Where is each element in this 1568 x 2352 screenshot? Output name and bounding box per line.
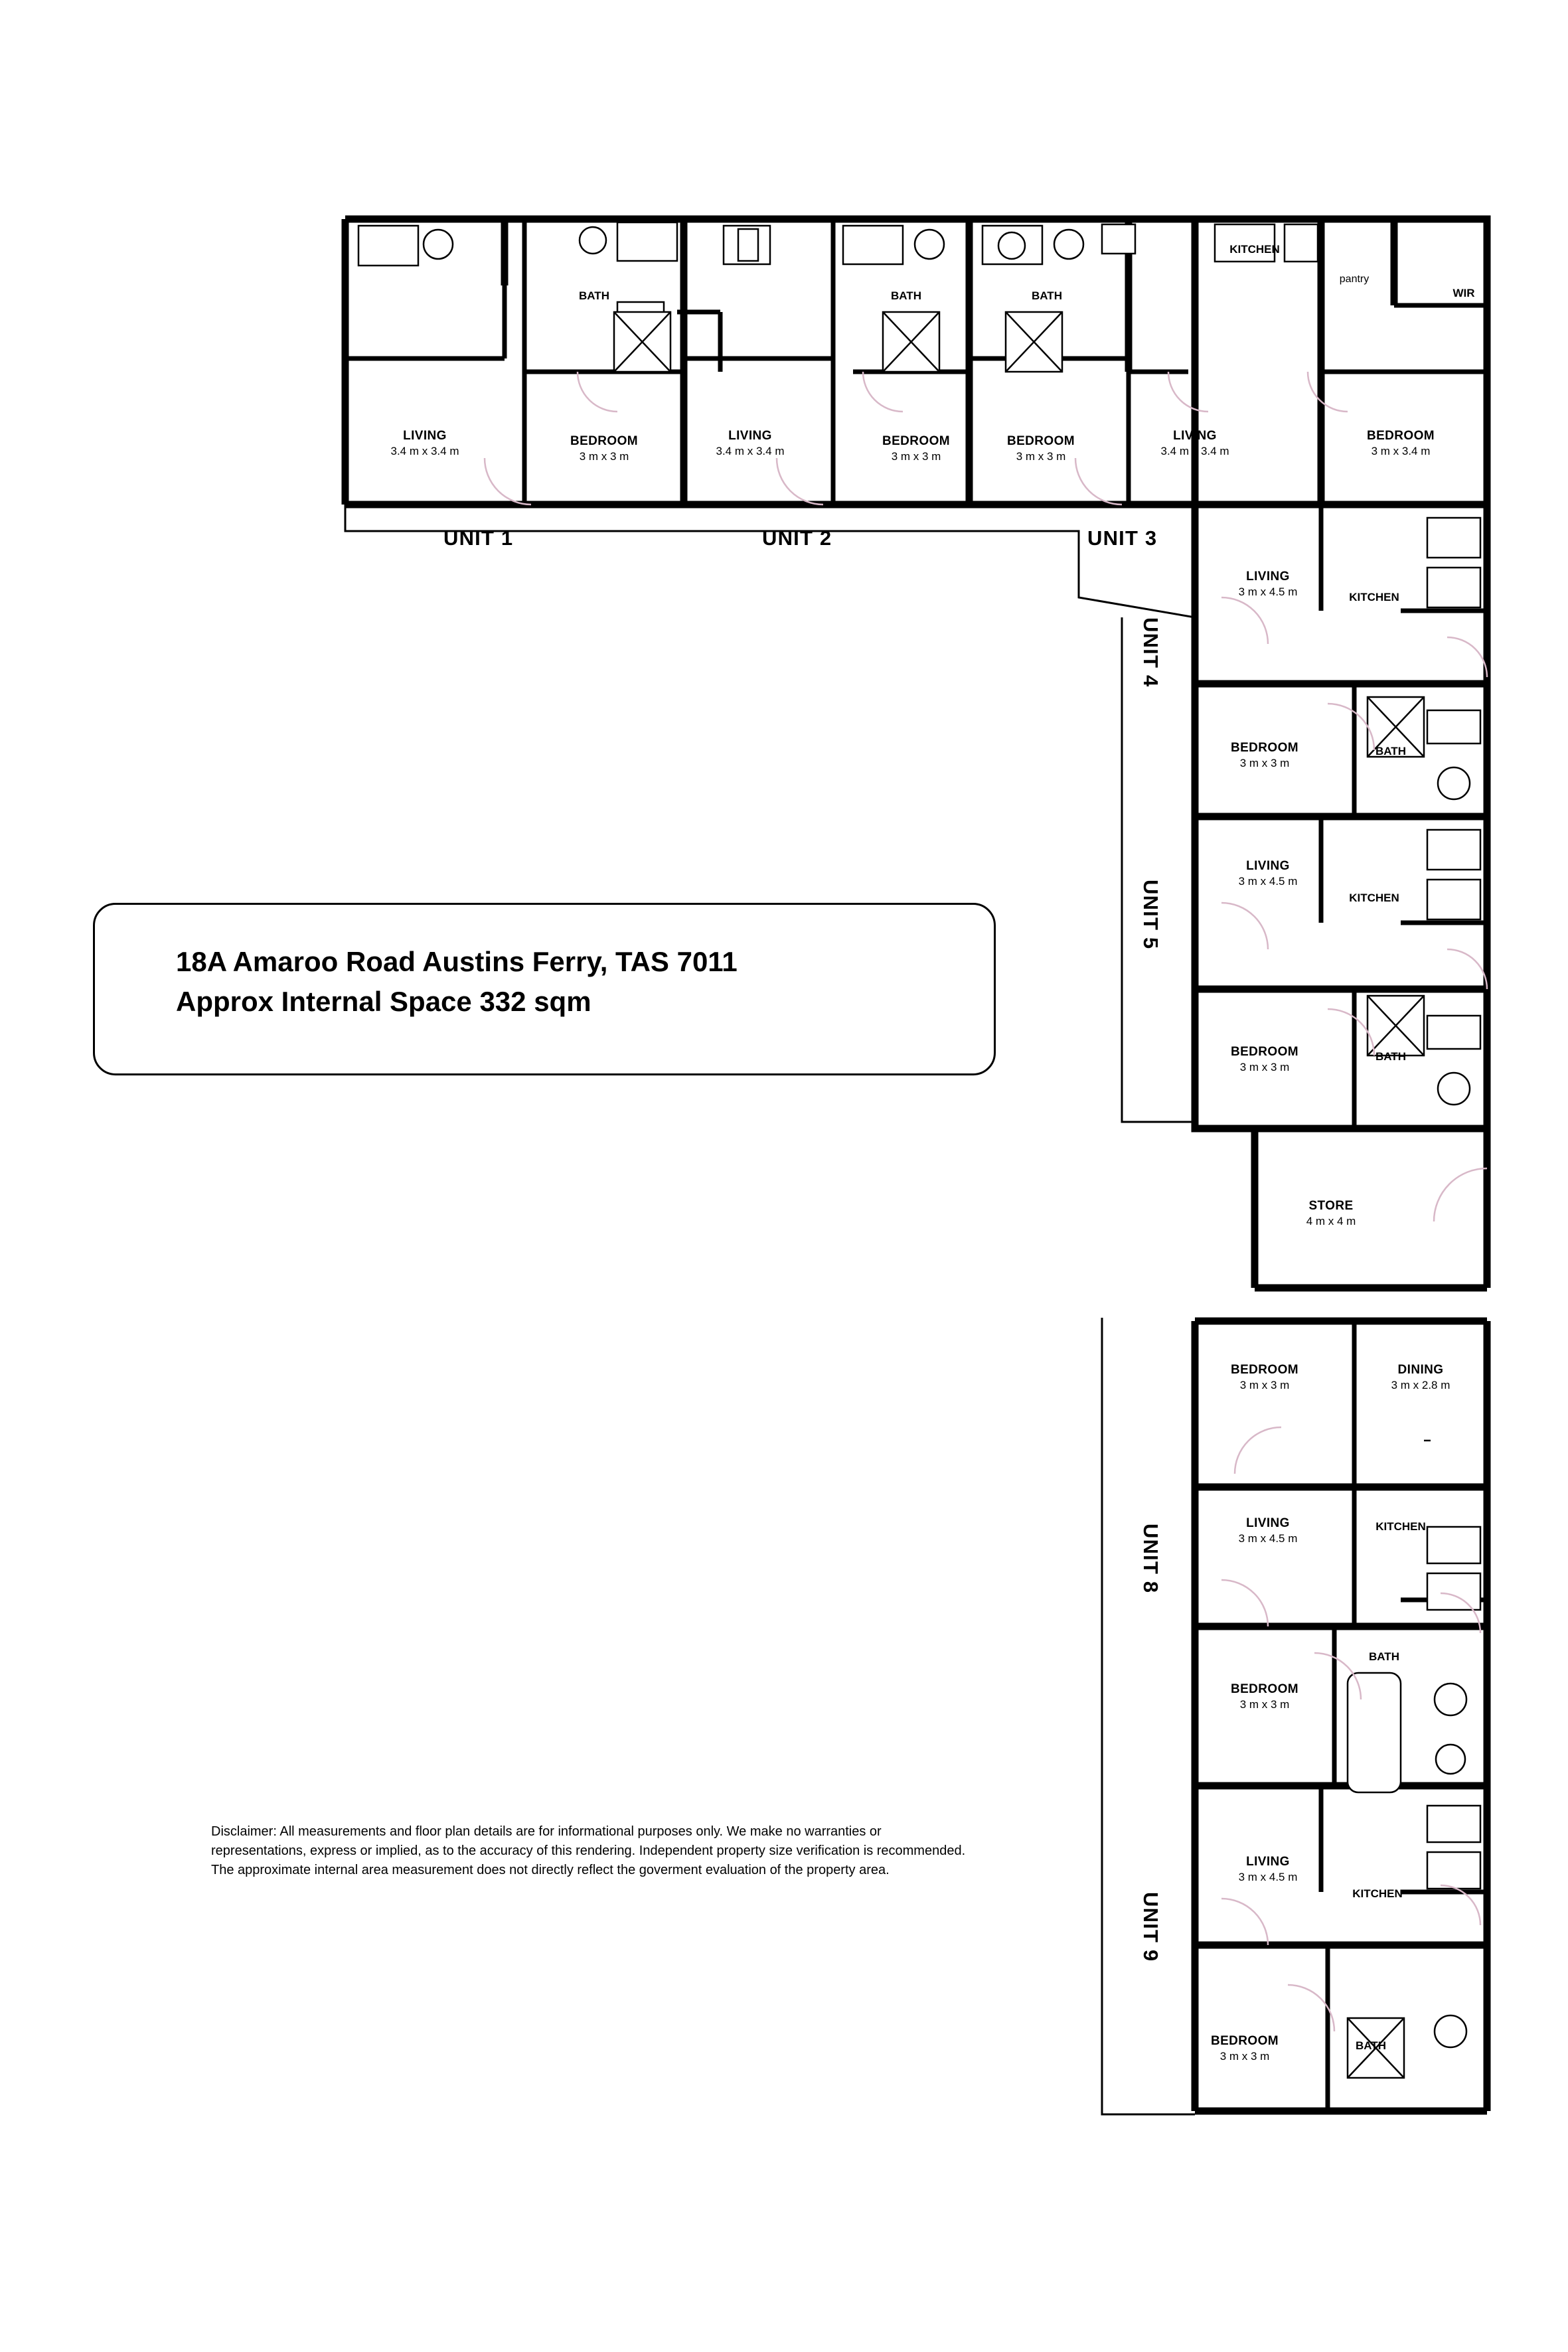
room-label-bath-u9: BATH [1356,2039,1386,2052]
room-label-kitchen-u8: KITCHEN [1375,1520,1426,1533]
room-label-living-u3: LIVING 3.4 m x 3.4 m [1160,429,1229,457]
unit-label-4: UNIT 4 [1139,617,1162,688]
room-label-bedroom-u8-front: BEDROOM 3 m x 3 m [1230,1363,1299,1391]
unit-label-2: UNIT 2 [762,526,832,550]
room-label-living-u8: LIVING 3 m x 4.5 m [1238,1516,1298,1545]
room-label-bedroom-u1: BEDROOM 3 m x 3 m [570,434,639,463]
room-label-kitchen-u5: KITCHEN [1349,892,1399,904]
room-label-bath-u5: BATH [1375,1050,1406,1063]
room-label-dining-u8: DINING 3 m x 2.8 m [1391,1363,1450,1391]
unit-label-3: UNIT 3 [1087,526,1158,550]
room-label-bath-u3: BATH [1032,289,1062,302]
room-label-bath-u8: BATH [1369,1650,1399,1663]
property-address: 18A Amaroo Road Austins Ferry, TAS 7011 [176,946,738,977]
room-label-bath-u4: BATH [1375,745,1406,757]
unit-label-1: UNIT 1 [443,526,514,550]
room-label-living-u1: LIVING 3.4 m x 3.4 m [390,429,459,457]
room-label-living-u4: LIVING 3 m x 4.5 m [1238,570,1298,598]
disclaimer-text: Disclaimer: All measurements and floor plan details are for informational purposes only. We make no warranties or representations, express or implied, as to the accuracy of this rendering. Independent property size verification is recommended. The approximate internal area measurement does not directly reflect the goverment evaluation of the property area. [211,1824,966,1877]
room-label-pantry: pantry [1339,274,1370,285]
unit-label-8: UNIT 8 [1139,1524,1162,1594]
room-label-kitchen-u4: KITCHEN [1349,591,1399,603]
room-label-wir: WIR [1452,287,1475,299]
room-label-bedroom-top-right: BEDROOM 3 m x 3.4 m [1366,429,1435,457]
room-label-living-u2: LIVING 3.4 m x 3.4 m [716,429,785,457]
property-area: Approx Internal Space 332 sqm [176,986,591,1017]
unit-label-9: UNIT 9 [1139,1892,1162,1962]
room-label-bedroom-u9: BEDROOM 3 m x 3 m [1210,2034,1279,2063]
room-label-living-u5: LIVING 3 m x 4.5 m [1238,859,1298,888]
unit-label-5: UNIT 5 [1139,880,1162,950]
room-label-bath-u1: BATH [579,289,609,302]
room-label-bedroom-u5: BEDROOM 3 m x 3 m [1230,1045,1299,1073]
room-label-kitchen-u9: KITCHEN [1352,1887,1403,1900]
room-label-living-u9: LIVING 3 m x 4.5 m [1238,1855,1298,1883]
room-label-store: STORE 4 m x 4 m [1306,1199,1356,1227]
room-label-bedroom-u3: BEDROOM 3 m x 3 m [1006,434,1075,463]
room-label-kitchen-top: KITCHEN [1229,243,1280,256]
room-label-bedroom-u4: BEDROOM 3 m x 3 m [1230,741,1299,769]
room-label-bedroom-u2: BEDROOM 3 m x 3 m [882,434,951,463]
room-label-bath-u2: BATH [891,289,921,302]
title-box [93,903,996,1075]
room-label-bedroom-u8: BEDROOM 3 m x 3 m [1230,1682,1299,1711]
